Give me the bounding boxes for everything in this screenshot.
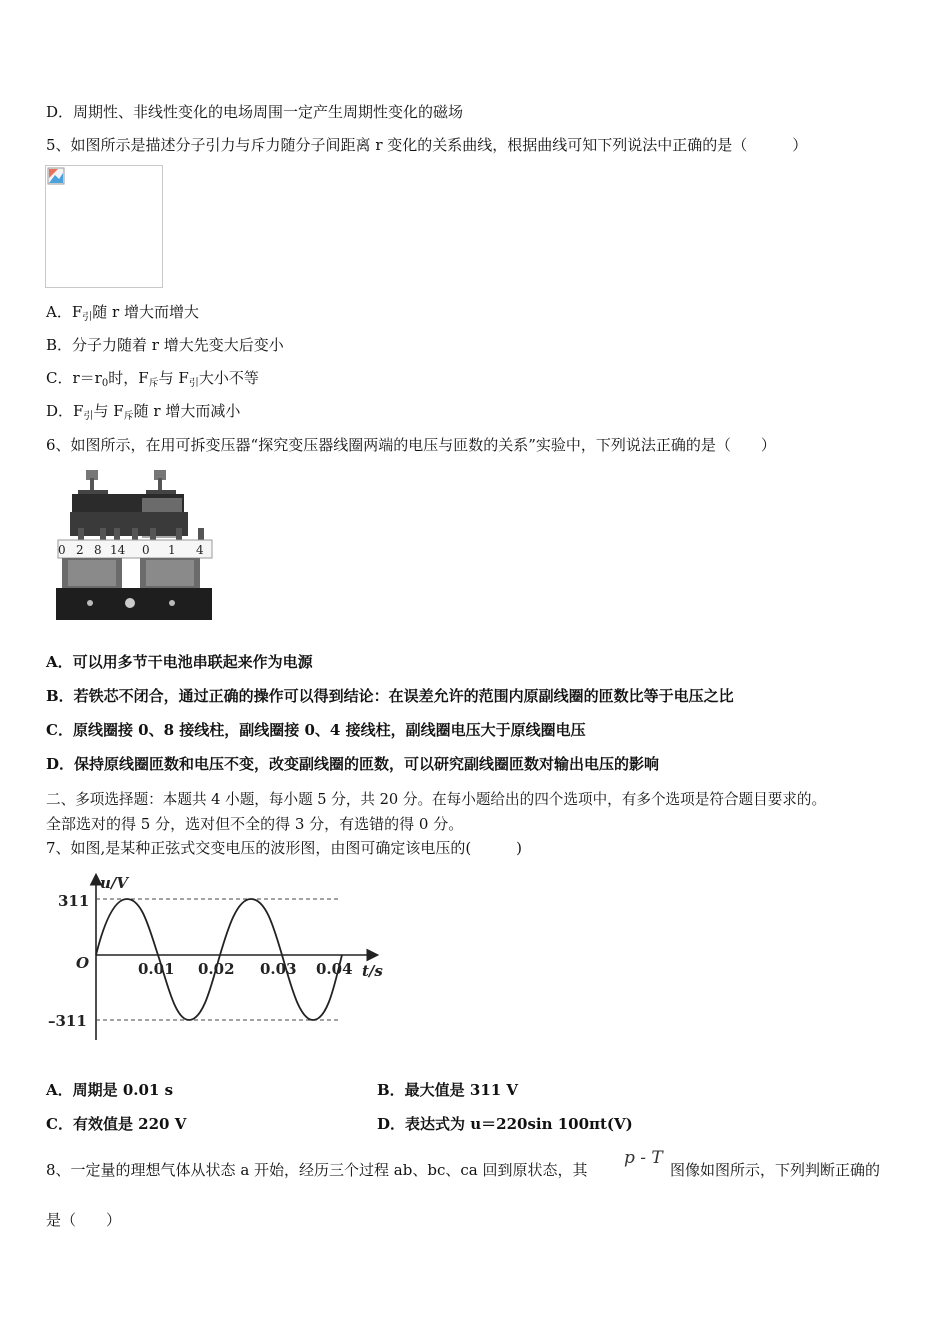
- terminal-right-1: 1: [168, 543, 176, 557]
- terminal-left-0: 0: [58, 543, 66, 557]
- q5-option-d: D．$F_引$与 $F_斥$随 r 增大而减小: [46, 402, 241, 422]
- q6-option-c: C．原线圈接 0、8 接线柱，副线圈接 0、4 接线柱，副线圈电压大于原线圈电压: [46, 721, 586, 739]
- sine-wave-chart: [44, 868, 394, 1048]
- y-tick-min: –311: [48, 1012, 87, 1030]
- q7-option-c: C．有效值是 220 V: [46, 1115, 187, 1133]
- broken-image-placeholder: [45, 165, 163, 288]
- q6-option-a: A．可以用多节干电池串联起来作为电源: [46, 653, 313, 671]
- transformer-photo: [50, 468, 220, 623]
- y-tick-max: 311: [58, 892, 90, 910]
- broken-image-icon: [47, 167, 65, 185]
- q5-option-a: A．$F_引$随 r 增大而增大: [46, 303, 199, 323]
- q8-stem-part3: 是（ ）: [46, 1211, 122, 1229]
- section2-heading: 二、多项选择题：本题共 4 小题，每小题 5 分，共 20 分。在每小题给出的四个选项中，有多个选项是符合题目要求的。: [46, 791, 827, 808]
- q8-stem-part1: 8、一定量的理想气体从状态 a 开始，经历三个过程 ab、bc、ca 回到原状态，其: [46, 1161, 588, 1179]
- q7-option-b: B．最大值是 311 V: [377, 1081, 519, 1099]
- y-axis-label: u/V: [100, 874, 129, 892]
- q7-option-d: D．表达式为 u＝220sin 100πt(V): [377, 1115, 633, 1133]
- q5-option-c: C．$r=r_0$时，$F_斥$与 $F_引$大小不等: [46, 369, 259, 389]
- terminal-left-2: 2: [76, 543, 84, 557]
- terminal-right-4: 4: [196, 543, 204, 557]
- x-tick-003: 0.03: [260, 960, 297, 978]
- section2-heading-cont: 全部选对的得 5 分，选对但不全的得 3 分，有选错的得 0 分。: [46, 815, 464, 833]
- origin-label: O: [76, 954, 90, 972]
- x-axis-label: t/s: [362, 962, 383, 980]
- q8-pt-formula: p - T: [624, 1148, 663, 1168]
- x-tick-004: 0.04: [316, 960, 353, 978]
- terminal-right-0: 0: [142, 543, 150, 557]
- q7-stem: 7、如图,是某种正弦式交变电压的波形图，由图可确定该电压的( ): [46, 839, 523, 857]
- q8-stem-part2: 图像如图所示，下列判断正确的: [670, 1161, 881, 1179]
- x-tick-002: 0.02: [198, 960, 235, 978]
- q6-option-d: D．保持原线圈匝数和电压不变，改变副线圈的匝数，可以研究副线圈匝数对输出电压的影响: [46, 755, 660, 773]
- terminal-left-14: 14: [110, 543, 126, 557]
- q6-stem: 6、如图所示，在用可拆变压器“探究变压器线圈两端的电压与匝数的关系”实验中，下列说法正确的是（ ）: [46, 436, 776, 454]
- x-tick-001: 0.01: [138, 960, 175, 978]
- terminal-left-8: 8: [94, 543, 102, 557]
- q7-option-a: A．周期是 0.01 s: [46, 1081, 174, 1099]
- q4-option-d: D．周期性、非线性变化的电场周围一定产生周期性变化的磁场: [46, 103, 464, 121]
- q6-option-b: B．若铁芯不闭合，通过正确的操作可以得到结论：在误差允许的范围内原副线圈的匝数比等于电压之比: [46, 687, 734, 705]
- q5-option-b: B．分子力随着 r 增大先变大后变小: [46, 336, 284, 354]
- q5-stem: 5、如图所示是描述分子引力与斥力随分子间距离 r 变化的关系曲线，根据曲线可知下列说法中正确的是（ ）: [46, 136, 808, 154]
